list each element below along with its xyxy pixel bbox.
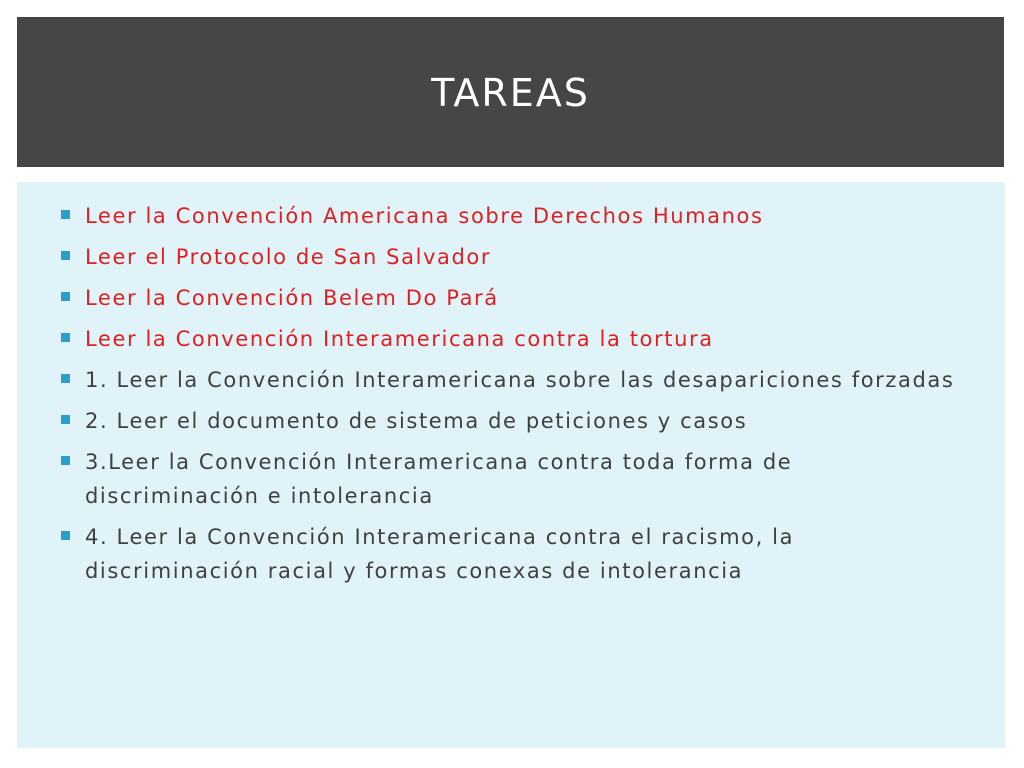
list-item-text: 3.Leer la Convención Interamericana contra toda forma de discriminación e intolerancia bbox=[85, 450, 793, 508]
list-item bbox=[61, 322, 961, 356]
list-item bbox=[61, 445, 961, 513]
square-bullet-icon bbox=[61, 415, 70, 424]
content-box bbox=[17, 182, 1005, 748]
list-item bbox=[61, 240, 961, 274]
list-item bbox=[61, 281, 961, 315]
list-item bbox=[61, 199, 961, 233]
list-item-text: Leer la Convención Interamericana contra la tortura bbox=[85, 327, 714, 351]
list-item-text: Leer la Convención Belem Do Pará bbox=[85, 286, 499, 310]
square-bullet-icon bbox=[61, 531, 70, 540]
list-item-text: 4. Leer la Convención Interamericana contra el racismo, la discriminación racial y formas conexas de intolerancia bbox=[85, 525, 795, 583]
bullet-list bbox=[61, 199, 961, 595]
list-item-text: 1. Leer la Convención Interamericana sobre las desapariciones forzadas bbox=[85, 368, 955, 392]
square-bullet-icon bbox=[61, 333, 70, 342]
square-bullet-icon bbox=[61, 456, 70, 465]
title-bar bbox=[17, 17, 1004, 167]
square-bullet-icon bbox=[61, 210, 70, 219]
list-item bbox=[61, 520, 961, 588]
list-item bbox=[61, 404, 961, 438]
square-bullet-icon bbox=[61, 292, 70, 301]
list-item bbox=[61, 363, 961, 397]
square-bullet-icon bbox=[61, 374, 70, 383]
square-bullet-icon bbox=[61, 251, 70, 260]
list-item-text: Leer el Protocolo de San Salvador bbox=[85, 245, 492, 269]
slide-title: TAREAS bbox=[431, 71, 590, 115]
list-item-text: 2. Leer el documento de sistema de peticiones y casos bbox=[85, 409, 748, 433]
list-item-text: Leer la Convención Americana sobre Derechos Humanos bbox=[85, 204, 764, 228]
